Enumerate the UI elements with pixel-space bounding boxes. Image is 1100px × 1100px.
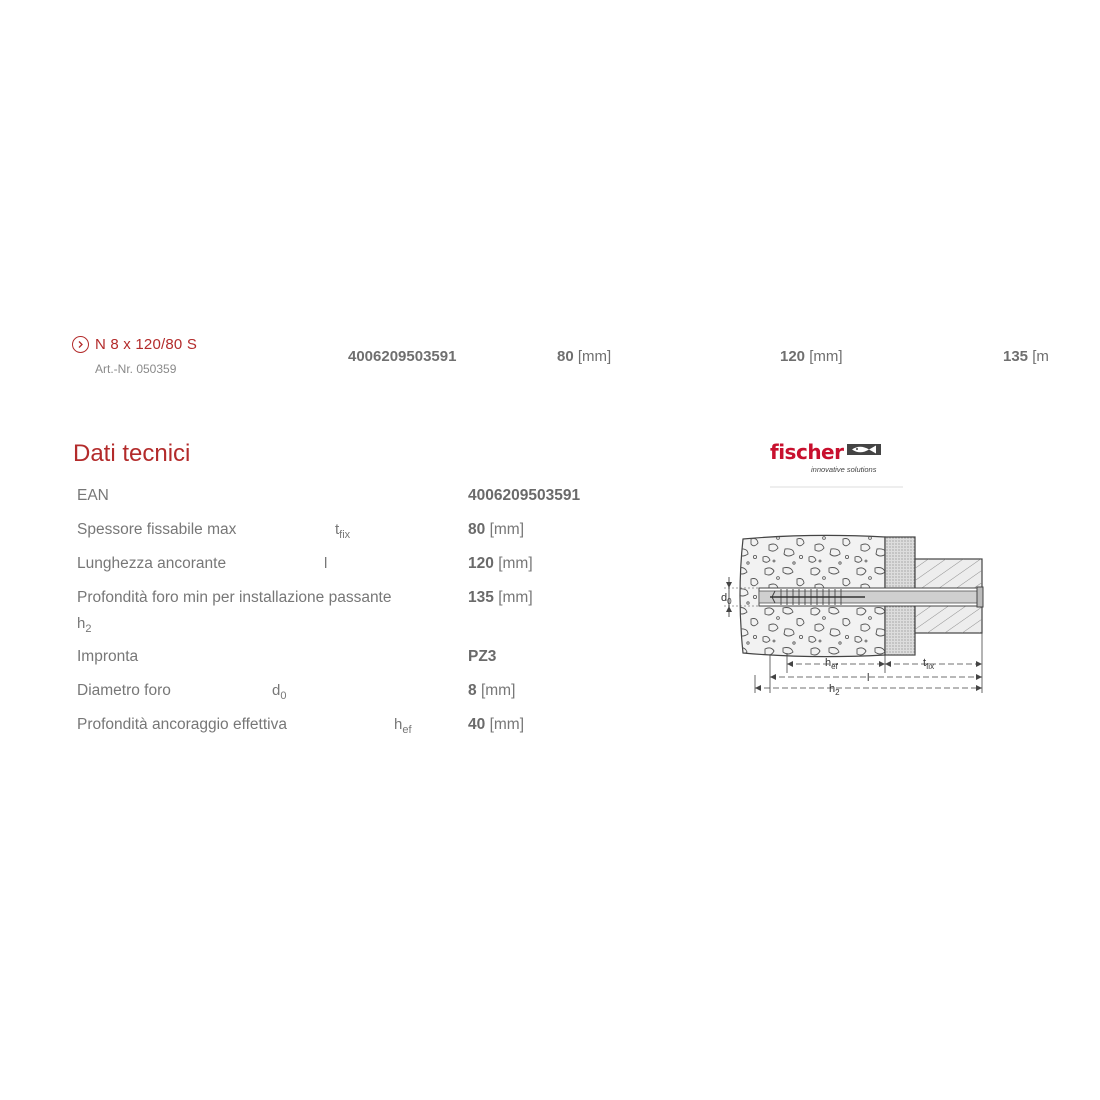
tech-row-value: 8 [mm] <box>468 682 516 699</box>
l-symbol: l <box>867 672 870 684</box>
tech-row-label <box>77 487 109 505</box>
row-ean-value: 4006209503591 <box>348 348 457 365</box>
tech-row-value: 120 [mm] <box>468 555 533 572</box>
installation-diagram <box>715 525 990 705</box>
tech-row-label <box>77 521 236 539</box>
tech-label-text: Profondità foro min per installazione passante <box>77 589 392 606</box>
chevron-right-icon <box>72 336 89 353</box>
fish-icon <box>847 443 881 461</box>
row-length-value: 120 <box>780 348 806 365</box>
row-depth <box>1003 348 1049 365</box>
article-number: Art.-Nr. 050359 <box>95 362 177 376</box>
h2-symbol: $h_2$ <box>829 683 840 697</box>
tech-label-text: Diametro foro <box>77 682 171 699</box>
fischer-logo <box>770 440 905 490</box>
row-thickness-value: 80 <box>557 348 574 365</box>
row-depth-value: 135 <box>1003 348 1029 365</box>
tech-label-text: Impronta <box>77 648 139 665</box>
row-thickness-unit: [mm] <box>577 348 612 365</box>
tech-row-value: 135 [mm] <box>468 589 533 606</box>
tech-row-symbol: l <box>324 555 328 572</box>
row-ean <box>348 348 456 365</box>
tech-row-symbol: $t_{fix}$ <box>335 521 351 541</box>
row-thickness <box>557 348 611 365</box>
tfix-symbol: $t_{fix}$ <box>923 657 935 671</box>
tech-row-symbol: $h_2$ <box>77 615 92 635</box>
tech-row-value: 4006209503591 <box>468 487 581 504</box>
tech-label-text: Spessore fissabile max <box>77 521 237 538</box>
row-depth-unit: [m <box>1032 348 1049 365</box>
logo-brand: fischer <box>770 440 844 464</box>
product-name: N 8 x 120/80 S <box>95 336 198 353</box>
tech-label-text: Profondità ancoraggio effettiva <box>77 716 287 733</box>
tech-row-symbol: $d_0$ <box>272 682 287 702</box>
d0-symbol: $d_0$ <box>721 592 732 606</box>
product-row <box>0 330 1100 390</box>
tech-label-text: Lunghezza ancorante <box>77 555 227 572</box>
row-length <box>780 348 843 365</box>
tech-row-label <box>77 648 138 666</box>
tech-row-label <box>77 716 287 734</box>
tech-row-label <box>77 682 171 700</box>
tech-row-value: PZ3 <box>468 648 497 665</box>
logo-underline <box>770 486 903 488</box>
tech-label-text: EAN <box>77 487 109 504</box>
tech-row-value: 80 [mm] <box>468 521 524 538</box>
tech-row-value: 40 [mm] <box>468 716 524 733</box>
tech-row-label <box>77 589 392 607</box>
row-length-unit: [mm] <box>809 348 843 365</box>
hef-symbol: $h_{ef}$ <box>825 657 838 671</box>
logo-tagline: innovative solutions <box>811 465 877 474</box>
product-link[interactable] <box>72 336 197 353</box>
tech-row-label <box>77 555 226 573</box>
section-title: Dati tecnici <box>73 440 191 467</box>
tech-row-symbol: $h_{ef}$ <box>394 716 412 736</box>
